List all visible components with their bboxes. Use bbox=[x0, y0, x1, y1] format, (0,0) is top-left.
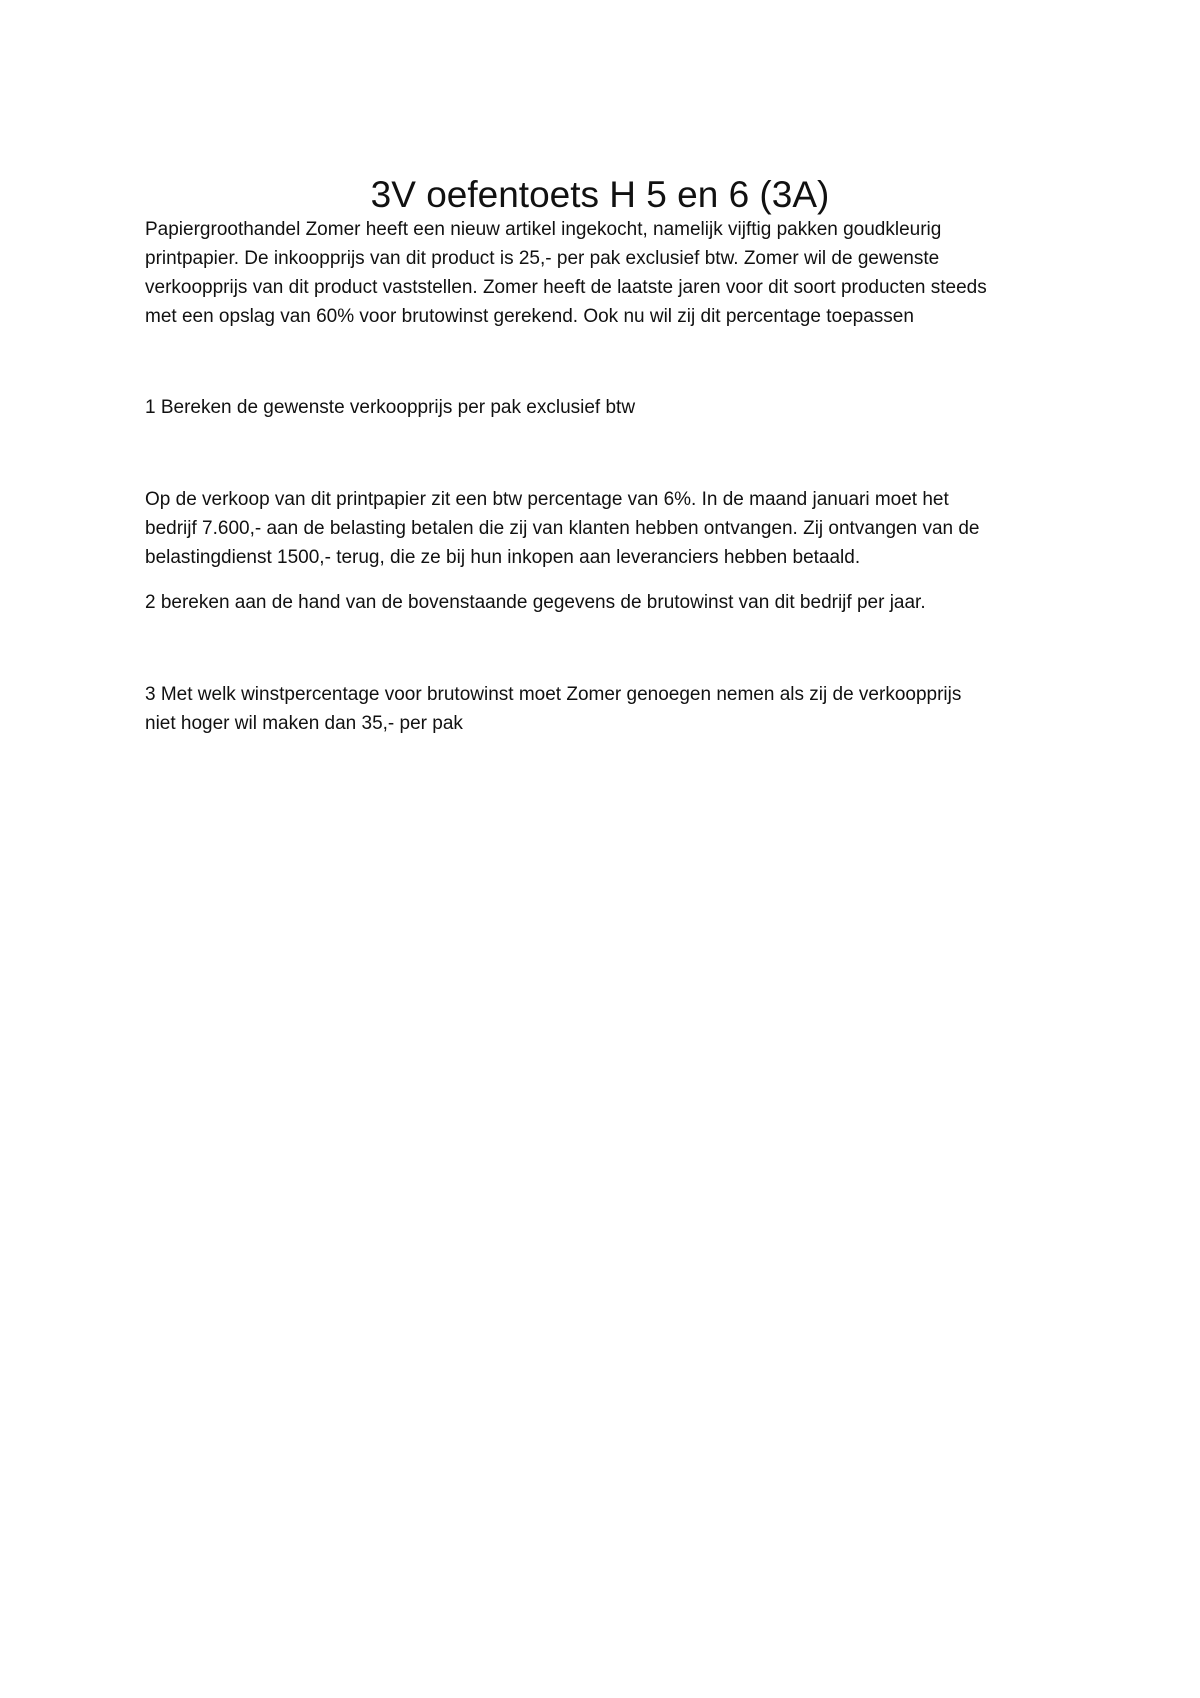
question-2-text: 2 bereken aan de hand van de bovenstaande gegevens de brutowinst van dit bedrijf per jaar. bbox=[145, 592, 926, 613]
question-3-line: 3 Met welk winstpercentage voor brutowinst moet Zomer genoegen nemen als zij de verkoopprijs bbox=[145, 684, 962, 705]
question-1-text: 1 Bereken de gewenste verkoopprijs per pak exclusief btw bbox=[145, 397, 636, 418]
context-line: bedrijf 7.600,- aan de belasting betalen die zij van klanten hebben ontvangen. Zij ontvangen van de bbox=[145, 518, 980, 539]
context-paragraph bbox=[145, 485, 1075, 572]
context-line: belastingdienst 1500,- terug, die ze bij hun inkopen aan leveranciers hebben betaald. bbox=[145, 547, 861, 568]
intro-line: met een opslag van 60% voor brutowinst gerekend. Ook nu wil zij dit percentage toepassen bbox=[145, 306, 914, 327]
intro-line: verkoopprijs van dit product vaststellen. Zomer heeft de laatste jaren voor dit soort producten steeds bbox=[145, 277, 987, 298]
question-1 bbox=[145, 393, 1075, 422]
question-3 bbox=[145, 680, 1075, 738]
context-line: Op de verkoop van dit printpapier zit een btw percentage van 6%. In de maand januari moet het bbox=[145, 489, 949, 510]
intro-line: printpapier. De inkoopprijs van dit product is 25,- per pak exclusief btw. Zomer wil de gewenste bbox=[145, 248, 940, 269]
document-title: 3V oefentoets H 5 en 6 (3A) bbox=[370, 173, 830, 215]
question-3-line: niet hoger wil maken dan 35,- per pak bbox=[145, 713, 463, 734]
intro-paragraph bbox=[145, 215, 1075, 331]
question-2 bbox=[145, 588, 1075, 617]
intro-line: Papiergroothandel Zomer heeft een nieuw artikel ingekocht, namelijk vijftig pakken goudkleurig bbox=[145, 219, 942, 240]
